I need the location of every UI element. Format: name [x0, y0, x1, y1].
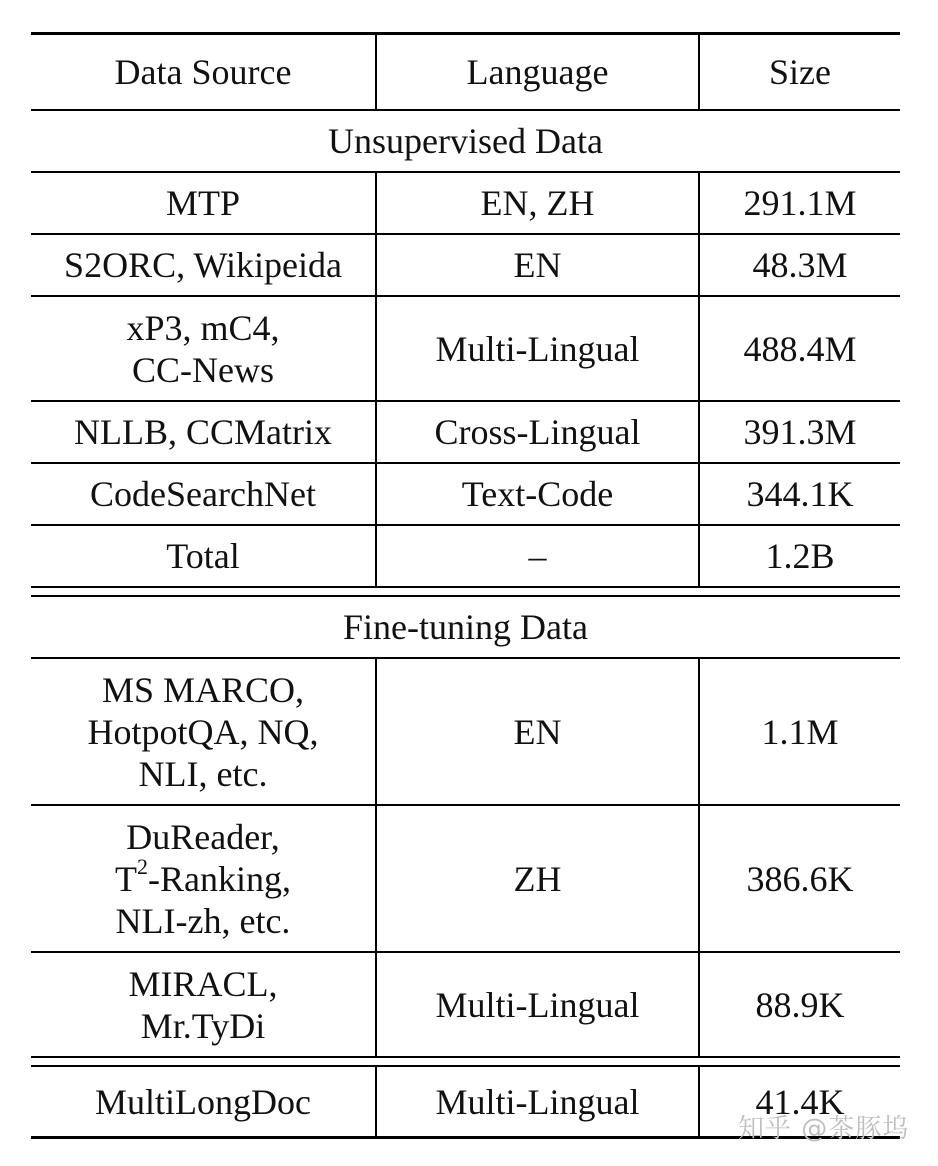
ranking-text: -Ranking, — [148, 858, 291, 899]
table-row — [31, 402, 900, 462]
cell-source: Total — [31, 526, 377, 586]
cell-source: NLLB, CCMatrix — [31, 402, 377, 462]
cell-language: EN — [377, 235, 700, 295]
watermark: 知乎 @茶豚坞 — [738, 1114, 910, 1144]
cell-source-line — [115, 853, 291, 900]
header-language: Language — [377, 35, 700, 109]
cell-size: 488.4M — [743, 328, 857, 369]
header-data-source: Data Source — [31, 35, 377, 109]
table-row — [31, 464, 900, 524]
cell-language: Multi-Lingual — [377, 297, 700, 400]
superscript: 2 — [137, 853, 148, 879]
cell-size: 1.1M — [761, 711, 839, 752]
cell-source: MTP — [31, 173, 377, 233]
section-title-row — [31, 111, 900, 171]
cell-language: Text-Code — [377, 464, 700, 524]
cell-source-line: NLI-zh, etc. — [115, 900, 291, 941]
cell-language: Multi-Lingual — [377, 1067, 700, 1136]
cell-language: ZH — [377, 806, 700, 951]
cell-language: Multi-Lingual — [377, 953, 700, 1056]
table-row — [31, 297, 900, 400]
cell-source: CodeSearchNet — [31, 464, 377, 524]
table-row — [31, 806, 900, 951]
cell-size: 1.2B — [765, 536, 835, 576]
cell-size: 386.6K — [746, 858, 854, 899]
cell-source-line: CC-News — [131, 349, 274, 390]
cell-source: MultiLongDoc — [31, 1067, 377, 1136]
double-rule — [31, 586, 900, 597]
double-rule — [31, 1056, 900, 1067]
t-symbol: T — [115, 858, 137, 899]
data-table — [31, 32, 900, 1139]
table-row — [31, 953, 900, 1056]
table-row — [31, 659, 900, 804]
cell-source-line: Mr.TyDi — [140, 1005, 266, 1046]
cell-size: 391.3M — [743, 412, 857, 452]
cell-language: – — [377, 526, 700, 586]
cell-size: 88.9K — [755, 984, 845, 1025]
cell-source — [31, 659, 377, 804]
cell-source-line: MS MARCO, — [101, 669, 305, 710]
header-row — [31, 35, 900, 109]
section-title-unsupervised: Unsupervised Data — [328, 121, 603, 161]
cell-language: EN — [377, 659, 700, 804]
cell-source-line: xP3, mC4, — [126, 307, 280, 348]
header-size: Size — [769, 52, 831, 92]
cell-source-line: HotpotQA, NQ, — [87, 711, 319, 752]
cell-source — [31, 297, 377, 400]
total-row — [31, 526, 900, 586]
cell-size: 41.4K — [755, 1081, 845, 1122]
cell-language: EN, ZH — [377, 173, 700, 233]
cell-size: 291.1M — [743, 183, 857, 223]
cell-source — [31, 806, 377, 951]
table-row — [31, 173, 900, 233]
table-row — [31, 235, 900, 295]
cell-size: 48.3M — [752, 245, 848, 285]
cell-source-line: MIRACL, — [128, 963, 278, 1004]
section-title-fine-tuning: Fine-tuning Data — [343, 607, 588, 647]
cell-language: Cross-Lingual — [377, 402, 700, 462]
cell-source-line: NLI, etc. — [138, 753, 268, 794]
cell-source — [31, 953, 377, 1056]
cell-source: S2ORC, Wikipeida — [31, 235, 377, 295]
section-title-row — [31, 597, 900, 657]
cell-size: 344.1K — [746, 474, 854, 514]
cell-source-line: DuReader, — [126, 816, 280, 857]
